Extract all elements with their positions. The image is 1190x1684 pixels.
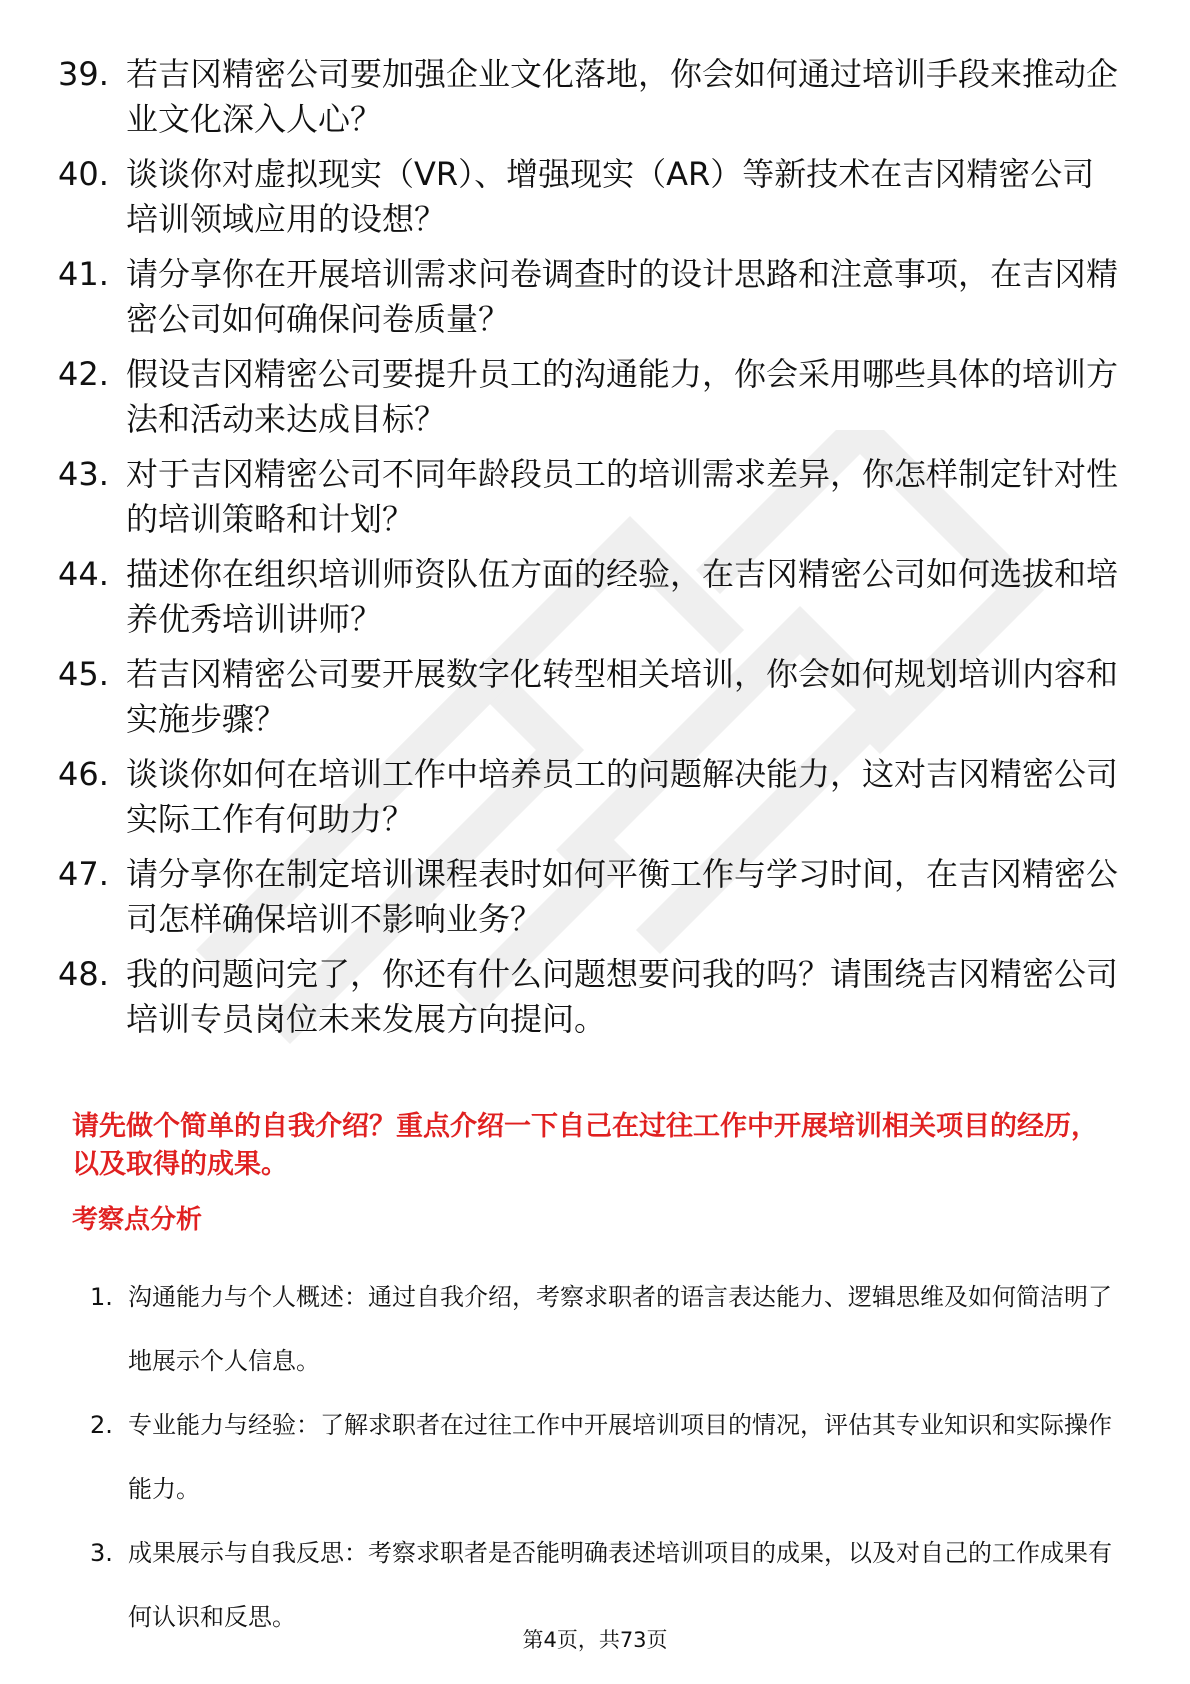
question-item	[58, 752, 1118, 842]
question-text: 若吉冈精密公司要开展数字化转型相关培训，你会如何规划培训内容和实施步骤？	[126, 655, 1119, 738]
analysis-number: 3.	[90, 1539, 113, 1567]
analysis-number: 1.	[90, 1283, 113, 1311]
question-text: 谈谈你如何在培训工作中培养员工的问题解决能力，这对吉冈精密公司实际工作有何助力？	[126, 755, 1119, 838]
question-item	[58, 152, 1118, 242]
question-item	[58, 352, 1118, 442]
question-list	[58, 52, 1118, 1052]
question-text: 描述你在组织培训师资队伍方面的经验，在吉冈精密公司如何选拔和培养优秀培训讲师？	[126, 555, 1119, 638]
question-text: 请分享你在制定培训课程表时如何平衡工作与学习时间，在吉冈精密公司怎样确保培训不影响业务？	[126, 855, 1119, 938]
question-text: 请分享你在开展培训需求问卷调查时的设计思路和注意事项，在吉冈精密公司如何确保问卷质量？	[126, 255, 1119, 338]
question-number: 39.	[58, 55, 109, 93]
question-number: 45.	[58, 655, 109, 693]
question-item	[58, 52, 1118, 142]
question-text: 对于吉冈精密公司不同年龄段员工的培训需求差异，你怎样制定针对性的培训策略和计划？	[126, 455, 1119, 538]
question-number: 46.	[58, 755, 109, 793]
page-footer: 第4页，共73页	[522, 1628, 668, 1652]
question-text: 假设吉冈精密公司要提升员工的沟通能力，你会采用哪些具体的培训方法和活动来达成目标？	[126, 355, 1119, 438]
question-item	[58, 552, 1118, 642]
analysis-number: 2.	[90, 1411, 113, 1439]
question-item	[58, 252, 1118, 342]
question-text: 若吉冈精密公司要加强企业文化落地，你会如何通过培训手段来推动企业文化深入人心？	[126, 55, 1119, 138]
question-number: 43.	[58, 455, 109, 493]
analysis-text: 专业能力与经验：了解求职者在过往工作中开展培训项目的情况，评估其专业知识和实际操作能力。	[128, 1411, 1112, 1503]
question-number: 48.	[58, 955, 109, 993]
question-item	[58, 652, 1118, 742]
question-number: 44.	[58, 555, 109, 593]
analysis-text: 沟通能力与个人概述：通过自我介绍，考察求职者的语言表达能力、逻辑思维及如何简洁明了地展示个人信息。	[128, 1283, 1112, 1375]
question-text: 我的问题问完了，你还有什么问题想要问我的吗？请围绕吉冈精密公司培训专员岗位未来发展方向提问。	[126, 955, 1119, 1038]
question-item	[58, 952, 1118, 1042]
analysis-text: 成果展示与自我反思：考察求职者是否能明确表述培训项目的成果，以及对自己的工作成果有何认识和反思。	[128, 1539, 1112, 1631]
question-item	[58, 852, 1118, 942]
question-item	[58, 452, 1118, 542]
analysis-list	[90, 1265, 1120, 1649]
question-number: 47.	[58, 855, 109, 893]
question-number: 40.	[58, 155, 109, 193]
analysis-title: 考察点分析	[72, 1205, 203, 1235]
question-text: 谈谈你对虚拟现实（VR）、增强现实（AR）等新技术在吉冈精密公司培训领域应用的设想？	[126, 155, 1095, 238]
analysis-item	[90, 1265, 1120, 1393]
highlight-question: 请先做个简单的自我介绍？重点介绍一下自己在过往工作中开展培训相关项目的经历，以及取得的成果。	[72, 1111, 1098, 1180]
question-number: 42.	[58, 355, 109, 393]
analysis-item	[90, 1393, 1120, 1521]
question-number: 41.	[58, 255, 109, 293]
